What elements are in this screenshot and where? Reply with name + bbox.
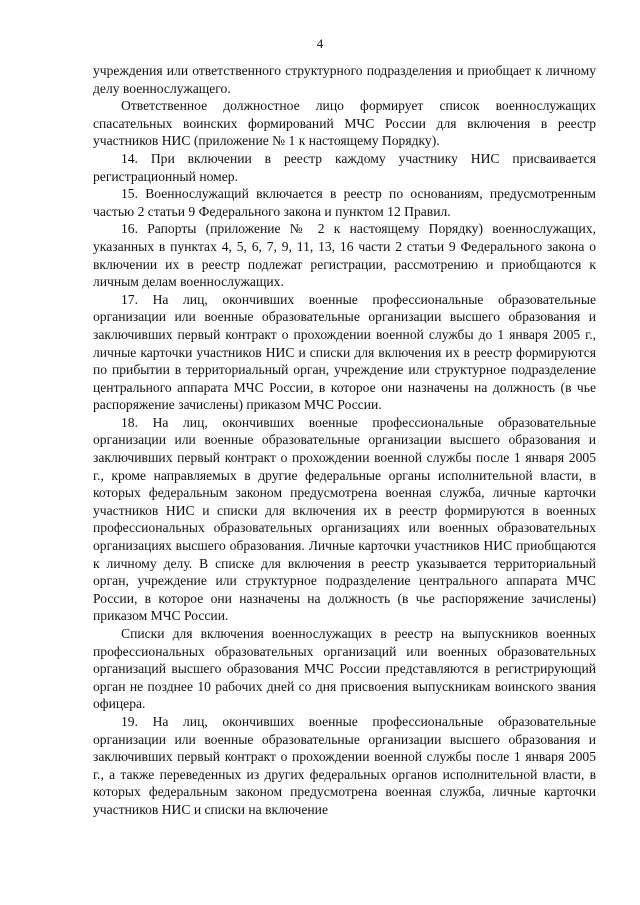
paragraph-continuation: учреждения или ответственного структурного подразделения и приобщает к личному делу военнослужащего. [93, 63, 596, 96]
paragraph-17: 17. На лиц, окончивших военные профессиональные образовательные организации или военные образовательные организации высшего образования и заключивших первый контракт о прохождении военной службы до 1 января 2005 г., личные карточки участников НИС и списки для включения их в реестр формируются по прибытии в территориальный орган, учреждение или структурное подразделение центрального аппарата МЧС России, в которое они назначены на должность (в чье распоряжение зачислены) приказом МЧС России. [93, 291, 596, 413]
document-body [93, 62, 596, 819]
paragraph-15: 15. Военнослужащий включается в реестр по основаниям, предусмотренным частью 2 статьи 9 Федерального закона и пунктом 12 Правил. [93, 186, 596, 219]
paragraph-19: 19. На лиц, окончивших военные профессиональные образовательные организации или военные образовательные организации высшего образования и заключивших первый контракт о прохождении военной службы после 1 января 2005 г., а также переведенных из других федеральных органов исполнительной власти, в которых федеральным законом предусмотрена военная служба, личные карточки участников НИС и списки на включение [93, 713, 596, 817]
paragraph-16: 16. Рапорты (приложение № 2 к настоящему Порядку) военнослужащих, указанных в пунктах 4, 5, 6, 7, 9, 11, 13, 16 части 2 статьи 9 Федерального закона о включении их в реестр подлежат регистрации, рассмотрению и приобщаются к личным делам военнослужащих. [93, 221, 596, 290]
page-number: 4 [316, 36, 324, 51]
paragraph-graduate-lists: Списки для включения военнослужащих в реестр на выпускников военных профессиональных образовательных организаций или военных образовательных организаций высшего образования МЧС России представляются в регистрирующий орган не позднее 10 рабочих дней со дня присвоения выпускникам воинского звания офицера. [93, 626, 596, 712]
paragraph-responsible-official: Ответственное должностное лицо формирует список военнослужащих спасательных воинских формирований МЧС России для включения в реестр участников НИС (приложение № 1 к настоящему Порядку). [93, 98, 596, 149]
paragraph-18: 18. На лиц, окончивших военные профессиональные образовательные организации или военные образовательные организации высшего образования и заключивших первый контракт о прохождении военной службы после 1 января 2005 г., кроме направляемых в другие федеральные органы исполнительной власти, в которых федеральным законом предусмотрена военная служба, личные карточки участников НИС и списки для включения их в реестр формируются в военных профессиональных образовательных организациях или военных образовательных организациях высшего образования. Личные карточки участников НИС приобщаются к личному делу. В списке для включения в реестр указывается территориальный орган, учреждение или структурное подразделение центрального аппарата МЧС России, в которое они назначены на должность (в чье распоряжение зачислены) приказом МЧС России. [93, 414, 596, 624]
paragraph-14: 14. При включении в реестр каждому участнику НИС присваивается регистрационный номер. [93, 150, 596, 184]
